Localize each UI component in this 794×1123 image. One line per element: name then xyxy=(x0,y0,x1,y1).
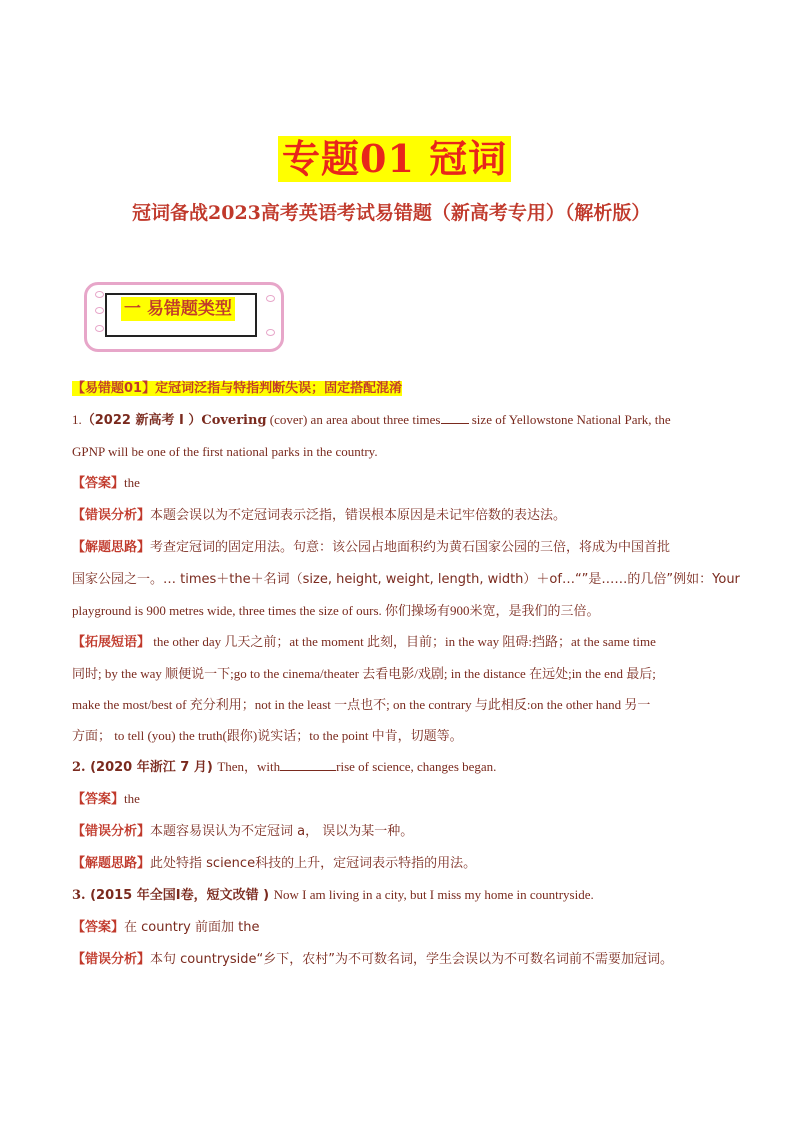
frame-ornament xyxy=(266,295,275,302)
question-source: (2015 年全国I卷，短文改错 ) xyxy=(85,888,274,903)
page-title: 专题01 冠词 xyxy=(278,136,511,182)
approach-text: 此处特指 science科技的上升，定冠词表示特指的用法。 xyxy=(150,856,477,871)
question-text: size of Yellowstone National Park, the xyxy=(468,412,671,427)
analysis-line xyxy=(72,499,724,531)
frame-ornament xyxy=(95,291,104,298)
frame-ornament xyxy=(266,329,275,336)
answer-blank xyxy=(441,411,469,424)
question-number: 3. xyxy=(72,888,86,903)
approach-tag: 【解题思路】 xyxy=(72,856,151,871)
analysis-line xyxy=(72,815,724,847)
extend-text: 同时; by the way 顺便说一下;go to the cinema/theater 去看电影/戏剧; in the distance 在远处;in the end 最后; xyxy=(72,666,656,681)
section-label: 一 易错题类型 xyxy=(121,297,235,321)
question-1-line-1 xyxy=(72,404,724,436)
analysis-text: 本题会误以为不定冠词表示泛指，错误根本原因是未记牢倍数的表达法。 xyxy=(150,508,567,523)
extend-text: 方面； to tell (you) the truth(跟你)说实话；to the point 中肯，切题等。 xyxy=(72,728,463,743)
question-number: 1. xyxy=(72,412,82,427)
approach-text: 国家公园之一。… times＋the＋名词（size, height, weight, length, width）＋of…“”是……的几倍”例如：Your xyxy=(72,572,740,587)
analysis-text: 本句 countryside“乡下，农村”为不可数名词，学生会误以为不可数名词前不需要加冠词。 xyxy=(150,952,673,967)
frame-ornament xyxy=(95,325,104,332)
approach-text: 考查定冠词的固定用法。句意：该公园占地面积约为黄石国家公园的三倍，将成为中国首批 xyxy=(150,540,671,555)
answer-blank xyxy=(280,758,336,771)
question-keyword: Covering xyxy=(201,413,267,428)
question-text: (cover) an area about three times xyxy=(266,412,441,427)
answer-text: the xyxy=(124,791,140,806)
answer-text: 在 country 前面加 the xyxy=(124,920,260,935)
extend-line xyxy=(72,658,724,689)
analysis-tag: 【错误分析】 xyxy=(72,824,151,839)
question-text: Now I am living in a city, but I miss my home in countryside. xyxy=(273,887,594,902)
analysis-text: 本题容易误认为不定冠词 a， 误以为某一种。 xyxy=(150,824,414,839)
answer-tag: 【答案】 xyxy=(72,476,125,491)
question-text: Then，with xyxy=(217,759,281,774)
main-content xyxy=(72,372,740,975)
answer-tag: 【答案】 xyxy=(72,920,125,935)
approach-tag: 【解题思路】 xyxy=(72,540,151,555)
answer-line xyxy=(72,783,724,815)
question-source: (2020 年浙江 7 月) xyxy=(85,760,218,775)
answer-line xyxy=(72,467,724,499)
error-type-heading-line xyxy=(72,372,724,404)
analysis-tag: 【错误分析】 xyxy=(72,952,151,967)
analysis-line xyxy=(72,943,724,975)
approach-text: playground is 900 metres wide, three times the size of ours. 你们操场有900米宽，是我们的三倍。 xyxy=(72,603,600,618)
extend-tag: 【拓展短语】 xyxy=(72,635,151,650)
extend-line xyxy=(72,720,724,751)
error-type-heading: 【易错题01】定冠词泛指与特指判断失误；固定搭配混淆 xyxy=(72,381,403,396)
analysis-tag: 【错误分析】 xyxy=(72,508,151,523)
approach-line xyxy=(72,595,724,626)
extend-text: the other day 几天之前；at the moment 此刻，目前；in the way 阻碍:挡路；at the same time xyxy=(150,634,656,649)
extend-line xyxy=(72,626,724,658)
answer-tag: 【答案】 xyxy=(72,792,125,807)
approach-line xyxy=(72,531,724,563)
approach-line xyxy=(72,563,740,595)
approach-line xyxy=(72,847,724,879)
question-text: GPNP will be one of the first national parks in the country. xyxy=(72,444,378,459)
extend-text: make the most/best of 充分利用；not in the least 一点也不; on the contrary 与此相反:on the other hand 另一 xyxy=(72,697,651,712)
question-2-line xyxy=(72,751,724,783)
question-text: rise of science, changes began. xyxy=(336,759,497,774)
question-3-line xyxy=(72,879,724,911)
frame-ornament xyxy=(95,307,104,314)
question-number: 2. xyxy=(72,760,86,775)
question-1-line-2 xyxy=(72,436,724,467)
extend-line xyxy=(72,689,724,720)
page-subtitle: 冠词备战2023高考英语考试易错题（新高考专用）（解析版） xyxy=(132,202,651,224)
section-label-frame xyxy=(84,282,284,352)
answer-line xyxy=(72,911,724,943)
answer-text: the xyxy=(124,475,140,490)
question-source: （2022 新高考 I ） xyxy=(81,413,202,428)
